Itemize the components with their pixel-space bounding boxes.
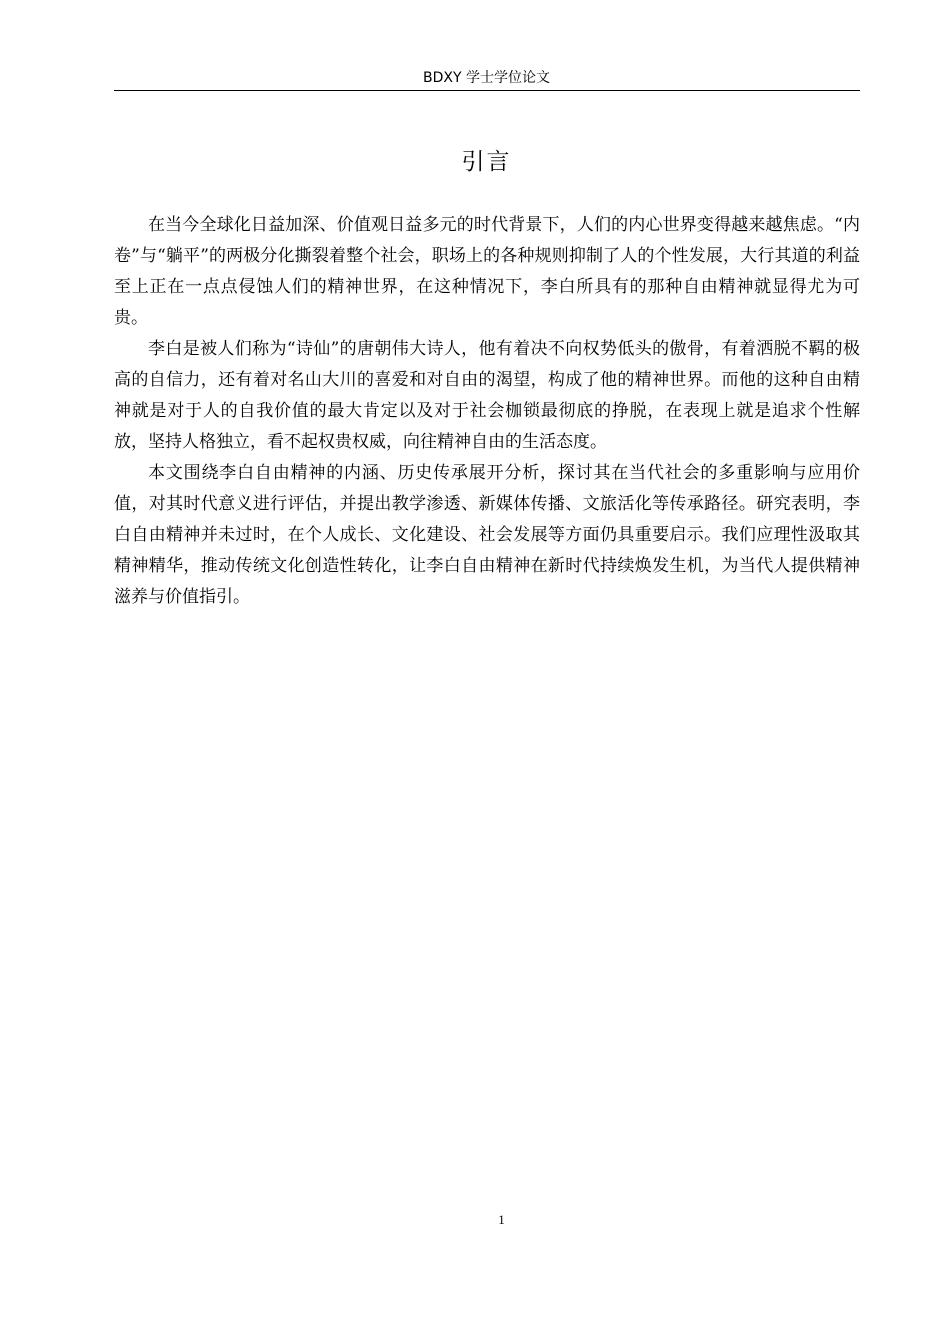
paragraph-1: 在当今全球化日益加深、价值观日益多元的时代背景下，人们的内心世界变得越来越焦虑。“内卷”与“躺平”的两极分化撕裂着整个社会，职场上的各种规则抑制了人的个性发展，大行其道的利益至上正在一点点侵蚀人们的精神世界，在这种情况下，李白所具有的那种自由精神就显得尤为可贵。 (114, 215, 860, 328)
paragraph-3: 本文围绕李白自由精神的内涵、历史传承展开分析，探讨其在当代社会的多重影响与应用价值，对其时代意义进行评估，并提出教学渗透、新媒体传播、文旅活化等传承路径。研究表明，李白自由精神并未过时，在个人成长、文化建设、社会发展等方面仍具重要启示。我们应理性汲取其精神精华，推动传统文化创造性转化，让李白自由精神在新时代持续焕发生机，为当代人提供精神滋养与价值指引。 (114, 463, 860, 607)
running-header: BDXY 学士学位论文 (423, 70, 550, 86)
section-title: 引言 (461, 149, 512, 175)
paragraph-2: 李白是被人们称为“诗仙”的唐朝伟大诗人，他有着决不向权势低头的傲骨，有着洒脱不羁的极高的自信力，还有着对名山大川的喜爱和对自由的渴望，构成了他的精神世界。而他的这种自由精神就是对于人的自我价值的最大肯定以及对于社会枷锁最彻底的挣脱，在表现上就是追求个性解放，坚持人格独立，看不起权贵权威，向往精神自由的生活态度。 (114, 339, 860, 452)
page-number: 1 (498, 1212, 505, 1227)
header-rule (114, 90, 860, 91)
body-text (114, 210, 860, 613)
